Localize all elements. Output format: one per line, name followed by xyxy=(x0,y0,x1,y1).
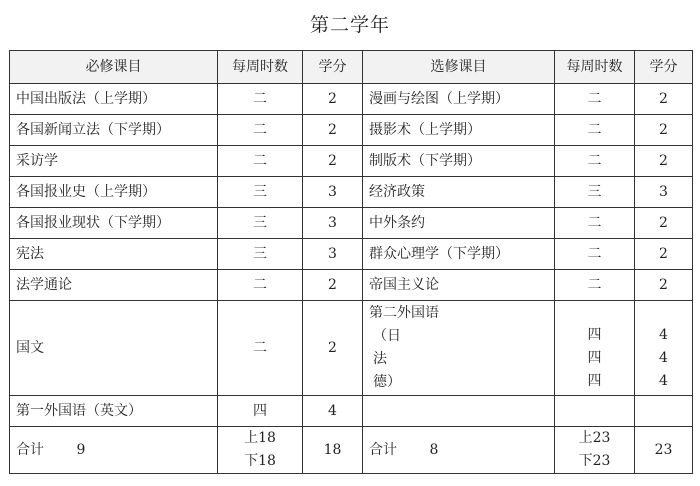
elective-hours: 二 xyxy=(555,115,635,146)
elective-hours: 二 xyxy=(555,146,635,177)
elective-credit: 2 xyxy=(635,270,693,301)
total-label: 合计 xyxy=(369,442,397,458)
table-row xyxy=(10,115,693,146)
required-course: 各国新闻立法（下学期） xyxy=(10,115,218,146)
elective-course-line: （日 xyxy=(373,328,401,344)
required-hours: 三 xyxy=(218,177,303,208)
elective-hours: 二 xyxy=(555,270,635,301)
elective-hours: 二 xyxy=(555,208,635,239)
required-credit: 3 xyxy=(303,208,363,239)
table-row xyxy=(10,396,693,427)
elective-course-empty xyxy=(363,396,555,427)
elective-course-line: 第二外国语 xyxy=(369,305,439,321)
elective-credit-line: 4 xyxy=(659,372,668,389)
total-row xyxy=(10,427,693,474)
table-row xyxy=(10,208,693,239)
elective-hours-empty xyxy=(555,396,635,427)
header-elective-credit: 学分 xyxy=(635,51,693,84)
required-course: 采访学 xyxy=(10,146,218,177)
elective-hours: 三 xyxy=(555,177,635,208)
elective-hours xyxy=(555,301,635,396)
elective-course xyxy=(363,301,555,396)
required-total-hours xyxy=(218,427,303,474)
table-row xyxy=(10,239,693,270)
elective-credit: 3 xyxy=(635,177,693,208)
elective-hours: 二 xyxy=(555,239,635,270)
required-course: 各国报业现状（下学期） xyxy=(10,208,218,239)
course-table xyxy=(9,50,693,474)
required-hours: 二 xyxy=(218,270,303,301)
header-required-course: 必修课目 xyxy=(10,51,218,84)
required-hours: 三 xyxy=(218,208,303,239)
elective-course: 群众心理学（下学期） xyxy=(363,239,555,270)
total-hours-line: 上23 xyxy=(578,430,611,446)
elective-credit: 2 xyxy=(635,208,693,239)
elective-credit: 2 xyxy=(635,146,693,177)
header-required-hours: 每周时数 xyxy=(218,51,303,84)
required-course: 中国出版法（上学期） xyxy=(10,84,218,115)
table-row xyxy=(10,270,693,301)
elective-course: 漫画与绘图（上学期） xyxy=(363,84,555,115)
elective-course: 经济政策 xyxy=(363,177,555,208)
elective-credit: 2 xyxy=(635,239,693,270)
page-title: 第二学年 xyxy=(309,14,390,36)
total-count: 9 xyxy=(76,442,86,458)
elective-total-label xyxy=(363,427,555,474)
required-hours: 二 xyxy=(218,84,303,115)
required-credit: 2 xyxy=(303,84,363,115)
table-header-row xyxy=(10,51,693,84)
header-required-credit: 学分 xyxy=(303,51,363,84)
elective-credit-line: 4 xyxy=(659,349,668,366)
required-hours: 四 xyxy=(218,396,303,427)
elective-course-line: 德） xyxy=(373,374,401,390)
required-total-credit: 18 xyxy=(303,427,363,474)
required-credit: 2 xyxy=(303,115,363,146)
required-credit: 3 xyxy=(303,177,363,208)
elective-credit: 2 xyxy=(635,115,693,146)
required-course: 宪法 xyxy=(10,239,218,270)
total-hours-line: 下23 xyxy=(578,453,611,469)
required-course: 第一外国语（英文） xyxy=(10,396,218,427)
elective-hours-line: 四 xyxy=(587,372,602,389)
required-hours: 三 xyxy=(218,239,303,270)
elective-course-line: 法 xyxy=(373,351,387,367)
elective-course: 中外条约 xyxy=(363,208,555,239)
required-hours: 二 xyxy=(218,146,303,177)
required-credit: 3 xyxy=(303,239,363,270)
required-hours: 二 xyxy=(218,301,303,396)
required-course: 法学通论 xyxy=(10,270,218,301)
elective-credit: 2 xyxy=(635,84,693,115)
elective-course: 摄影术（上学期） xyxy=(363,115,555,146)
header-elective-hours: 每周时数 xyxy=(555,51,635,84)
total-hours-line: 下18 xyxy=(244,453,276,469)
elective-credit xyxy=(635,301,693,396)
required-hours: 二 xyxy=(218,115,303,146)
required-credit: 2 xyxy=(303,301,363,396)
elective-course: 帝国主义论 xyxy=(363,270,555,301)
elective-hours-line: 四 xyxy=(587,326,602,343)
table-row xyxy=(10,301,693,396)
required-credit: 2 xyxy=(303,270,363,301)
table-row xyxy=(10,177,693,208)
required-total-label xyxy=(10,427,218,474)
elective-credit-empty xyxy=(635,396,693,427)
elective-total-hours xyxy=(555,427,635,474)
total-count: 8 xyxy=(429,442,439,458)
total-hours-line: 上18 xyxy=(244,430,276,446)
total-label: 合计 xyxy=(16,442,44,458)
elective-course: 制版术（下学期） xyxy=(363,146,555,177)
elective-credit-line: 4 xyxy=(659,326,668,343)
required-credit: 4 xyxy=(303,396,363,427)
table-row xyxy=(10,84,693,115)
table-row xyxy=(10,146,693,177)
header-elective-course: 选修课目 xyxy=(363,51,555,84)
elective-total-credit: 23 xyxy=(635,427,693,474)
elective-hours: 二 xyxy=(555,84,635,115)
required-course: 国文 xyxy=(10,301,218,396)
elective-hours-line: 四 xyxy=(587,349,602,366)
required-credit: 2 xyxy=(303,146,363,177)
required-course: 各国报业史（上学期） xyxy=(10,177,218,208)
